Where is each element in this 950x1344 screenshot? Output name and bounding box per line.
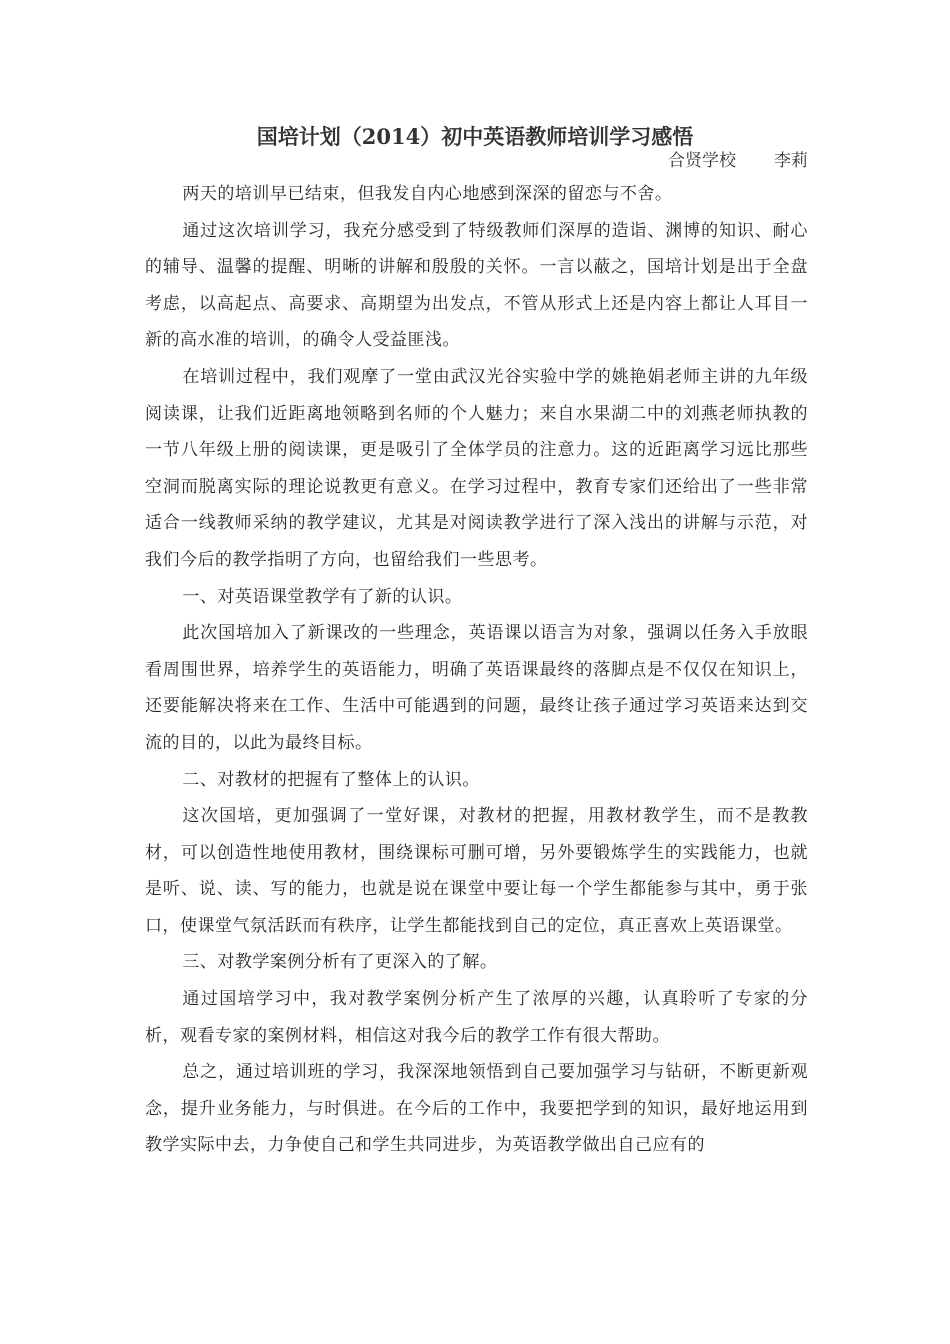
paragraph-section-3: 通过国培学习中，我对教学案例分析产生了浓厚的兴趣，认真聆听了专家的分析，观看专家的案例材料，相信这对我今后的教学工作有很大帮助。 <box>145 989 808 1046</box>
document-title: 国培计划（2014）初中英语教师培训学习感悟 <box>256 124 694 149</box>
paragraph-opening: 两天的培训早已结束，但我发自内心地感到深深的留恋与不舍。 <box>182 184 673 204</box>
author-line <box>668 149 808 173</box>
paragraph-training-impression: 通过这次培训学习，我充分感受到了特级教师们深厚的造诣、渊博的知识、耐心的辅导、温馨的提醒、明晰的讲解和殷殷的关怀。一言以蔽之，国培计划是出于全盘考虑，以高起点、高要求、高期望为出发点，不管从形式上还是内容上都让人耳目一新的高水准的培训，的确令人受益匪浅。 <box>145 220 808 351</box>
section-heading-1: 一、对英语课堂教学有了新的认识。 <box>182 586 463 607</box>
section-heading-3: 三、对教学案例分析有了更深入的了解。 <box>182 952 498 973</box>
author-name: 李莉 <box>774 151 808 171</box>
paragraph-section-2: 这次国培，更加强调了一堂好课，对教材的把握，用教材教学生，而不是教教材，可以创造性地使用教材，围绕课标可删可增，另外要锻炼学生的实践能力，也就是听、说、读、写的能力，也就是说在课堂中要让每一个学生都能参与其中，勇于张口，使课堂气氛活跃而有秩序，让学生都能找到自己的定位，真正喜欢上英语课堂。 <box>145 806 808 936</box>
section-heading-2: 二、对教材的把握有了整体上的认识。 <box>182 769 480 790</box>
author-school: 合贤学校 <box>668 151 736 171</box>
document-body <box>145 176 808 1164</box>
paragraph-conclusion: 总之，通过培训班的学习，我深深地领悟到自己要加强学习与钻研，不断更新观念，提升业务能力，与时俱进。在今后的工作中，我要把学到的知识，最好地运用到教学实际中去，力争使自己和学生共同进步，为英语教学做出自己应有的 <box>145 1062 808 1156</box>
paragraph-training-process: 在培训过程中，我们观摩了一堂由武汉光谷实验中学的姚艳娟老师主讲的九年级阅读课，让我们近距离地领略到名师的个人魅力；来自水果湖二中的刘燕老师执教的一节八年级上册的阅读课，更是吸引了全体学员的注意力。这的近距离学习远比那些空洞而脱离实际的理论说教更有意义。在学习过程中，教育专家们还给出了一些非常适合一线教师采纳的教学建议，尤其是对阅读教学进行了深入浅出的讲解与示范，对我们今后的教学指明了方向，也留给我们一些思考。 <box>145 366 808 570</box>
paragraph-section-1: 此次国培加入了新课改的一些理念，英语课以语言为对象，强调以任务入手放眼看周围世界，培养学生的英语能力，明确了英语课最终的落脚点是不仅仅在知识上，还要能解决将来在工作、生活中可能遇到的问题，最终让孩子通过学习英语来达到交流的目的，以此为最终目标。 <box>145 623 808 753</box>
